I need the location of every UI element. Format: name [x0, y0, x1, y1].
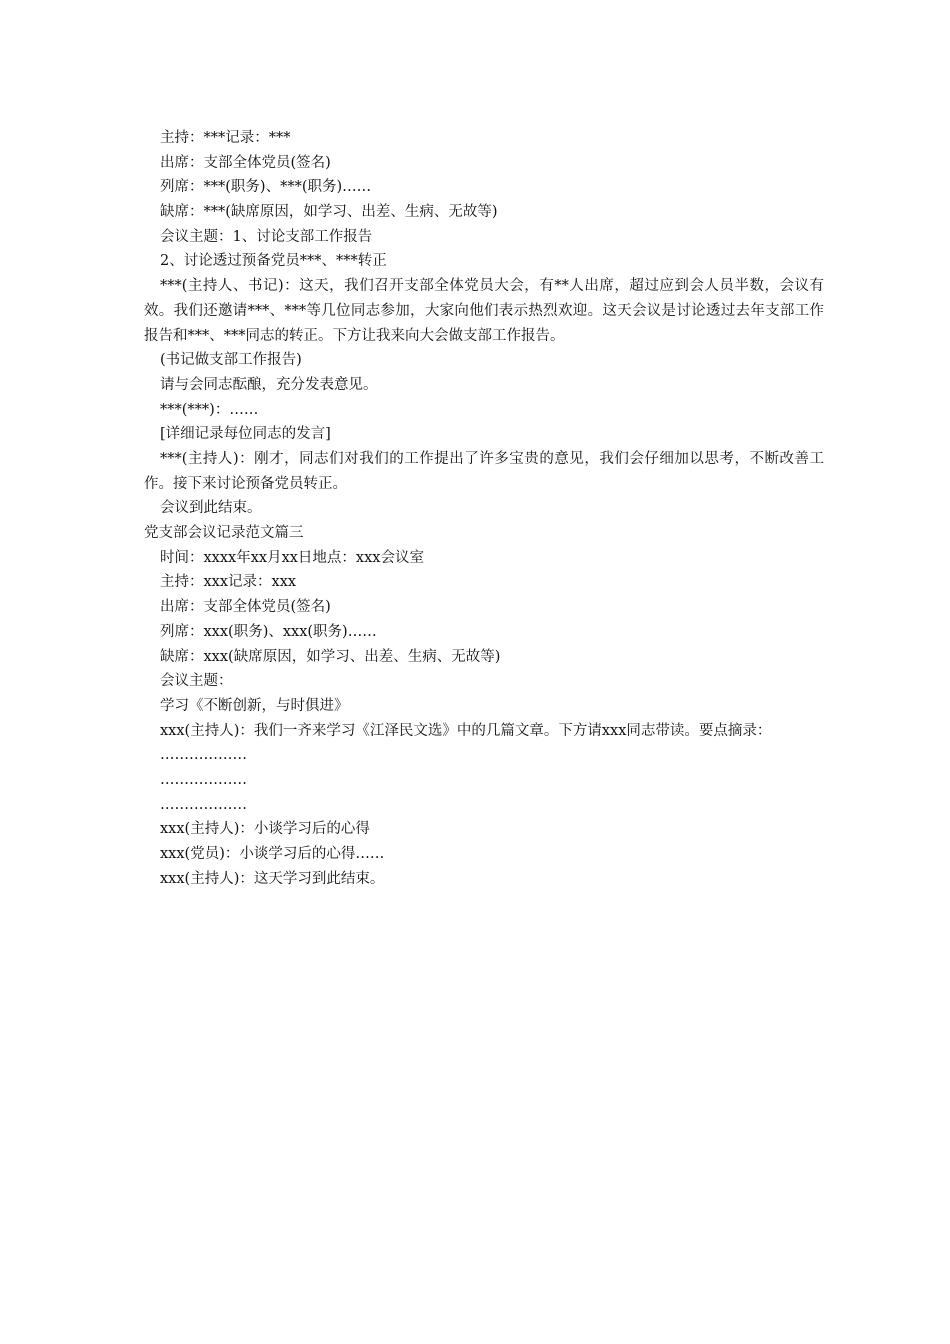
topic-label-line: 会议主题：	[160, 673, 233, 690]
topic-line-1: 会议主题：1、讨论支部工作报告	[160, 228, 373, 245]
excerpt-line: ………………	[160, 796, 247, 813]
host-recorder-line-3: 主持：xxx记录：xxx	[160, 574, 297, 591]
excerpt-line: ………………	[160, 747, 247, 764]
study-end-line: xxx(主持人)：这天学习到此结束。	[160, 870, 385, 887]
meeting-end-line: 会议到此结束。	[160, 500, 262, 517]
report-note: (书记做支部工作报告)	[160, 352, 302, 369]
member-talk-line: xxx(党员)：小谈学习后的心得……	[160, 846, 385, 863]
topic-line-2: 2、讨论透过预备党员***、***转正	[160, 253, 387, 270]
section-heading: 党支部会议记录范文篇三	[144, 525, 304, 542]
speaker-line: ***(***)：……	[160, 401, 259, 418]
observers-line-3: 列席：xxx(职务)、xxx(职务)……	[160, 623, 377, 640]
record-note: [详细记录每位同志的发言]	[160, 426, 331, 443]
host-recorder-line: 主持：***记录：***	[160, 130, 291, 146]
topic-line-3: 学习《不断创新，与时俱进》	[160, 697, 349, 714]
document-page	[144, 126, 824, 891]
invite-line: 请与会同志酝酿，充分发表意见。	[160, 376, 378, 393]
closing-remark-paragraph: ***(主持人)：刚才，同志们对我们的工作提出了许多宝贵的意见，我们会仔细加以思考，不断改善工作。接下来讨论预备党员转正。	[144, 450, 824, 492]
opening-paragraph: ***(主持人、书记)：这天，我们召开支部全体党员大会，有**人出席，超过应到会人员半数，会议有效。我们还邀请***、***等几位同志参加，大家向他们表示热烈欢迎。这天会议是讨论透过去年支部工作报告和***、***同志的转正。下方让我来向大会做支部工作报告。	[144, 278, 824, 344]
excerpt-line: ………………	[160, 771, 247, 788]
observers-line: 列席：***(职务)、***(职务)……	[160, 179, 372, 196]
intro-paragraph: xxx(主持人)：我们一齐来学习《江泽民文选》中的几篇文章。下方请xxx同志带读。要点摘录：	[160, 722, 772, 739]
attendance-line-3: 出席：支部全体党员(签名)	[160, 599, 331, 616]
host-talk-line: xxx(主持人)：小谈学习后的心得	[160, 821, 370, 838]
absent-line: 缺席：***(缺席原因，如学习、出差、生病、无故等)	[160, 204, 498, 221]
absent-line-3: 缺席：xxx(缺席原因，如学习、出差、生病、无故等)	[160, 648, 501, 665]
time-place-line: 时间：xxxx年xx月xx日地点：xxx会议室	[160, 549, 424, 566]
attendance-line: 出席：支部全体党员(签名)	[160, 154, 331, 171]
